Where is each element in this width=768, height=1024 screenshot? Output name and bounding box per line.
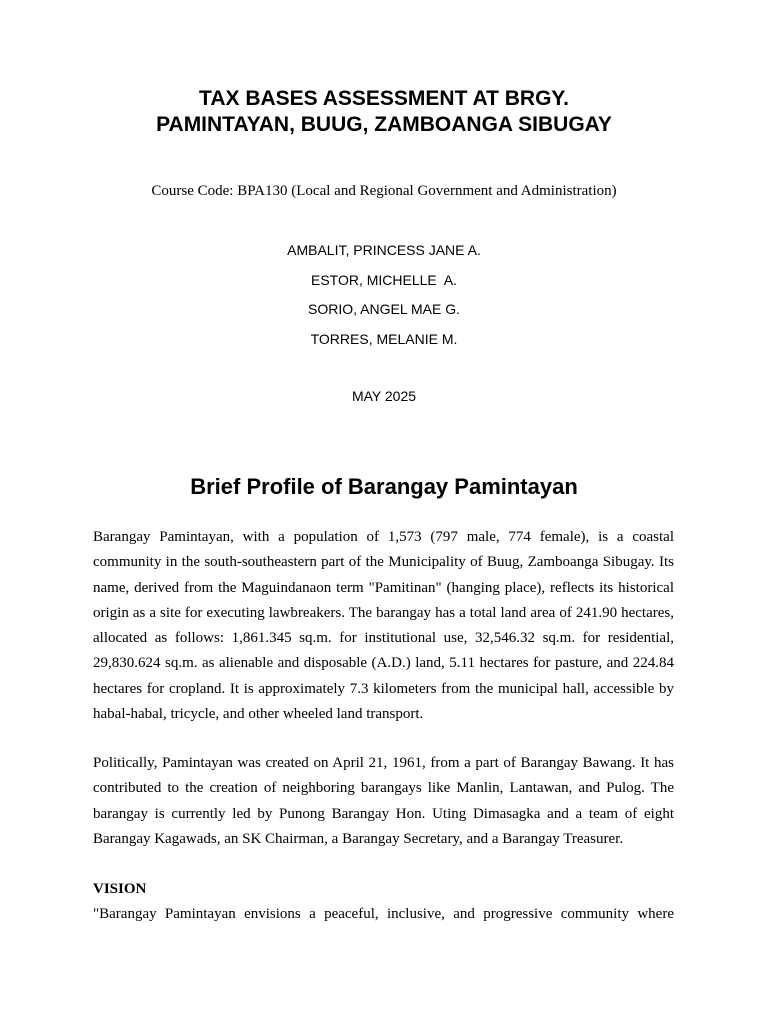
profile-paragraph-1: Barangay Pamintayan, with a population of 1,573 (797 male, 774 female), is a coastal community in the south-southeastern part of the Municipality of Buug, Zamboanga Sibugay. Its name, derived from the Maguindanaon term "Pamitinan" (hanging place), reflects its historical origin as a site for executing lawbreakers. The barangay has a total land area of 241.90 hectares, allocated as follows: 1,861.345 sq.m. for institutional use, 32,546.32 sq.m. for residential, 29,830.624 sq.m. as alienable and disposable (A.D.) land, 5.11 hectares for pasture, and 224.84 hectares for cropland. It is approximately 7.3 kilometers from the municipal hall, accessible by habal-habal, tricycle, and other wheeled land transport.	[93, 529, 674, 723]
author-name: TORRES, MELANIE M.	[310, 330, 458, 347]
vision-heading: VISION	[93, 881, 147, 897]
author-name: SORIO, ANGEL MAE G.	[308, 301, 460, 317]
author-name: AMBALIT, PRINCESS JANE A.	[287, 242, 481, 258]
section-heading: Brief Profile of Barangay Pamintayan	[190, 474, 578, 499]
vision-text: "Barangay Pamintayan envisions a peaceful, inclusive, and progressive community where	[93, 906, 674, 922]
title-line-2: PAMINTAYAN, BUUG, ZAMBOANGA SIBUGAY	[156, 113, 612, 136]
author-name: ESTOR, MICHELLE A.	[310, 271, 457, 288]
profile-paragraph-2: Politically, Pamintayan was created on April 21, 1961, from a part of Barangay Bawang. It has contributed to the creation of neighboring barangays like Manlin, Lantawan, and Pulog. The barangay is currently led by Punong Barangay Hon. Uting Dimasagka and a team of eight Barangay Kagawads, an SK Chairman, a Barangay Secretary, and a Barangay Treasurer.	[93, 755, 674, 847]
course-code: Course Code: BPA130 (Local and Regional Government and Administration)	[151, 183, 617, 199]
document-date: MAY 2025	[351, 388, 417, 404]
title-line-1: TAX BASES ASSESSMENT AT BRGY.	[199, 87, 569, 110]
document-title	[0, 86, 768, 138]
author-list	[0, 240, 768, 358]
